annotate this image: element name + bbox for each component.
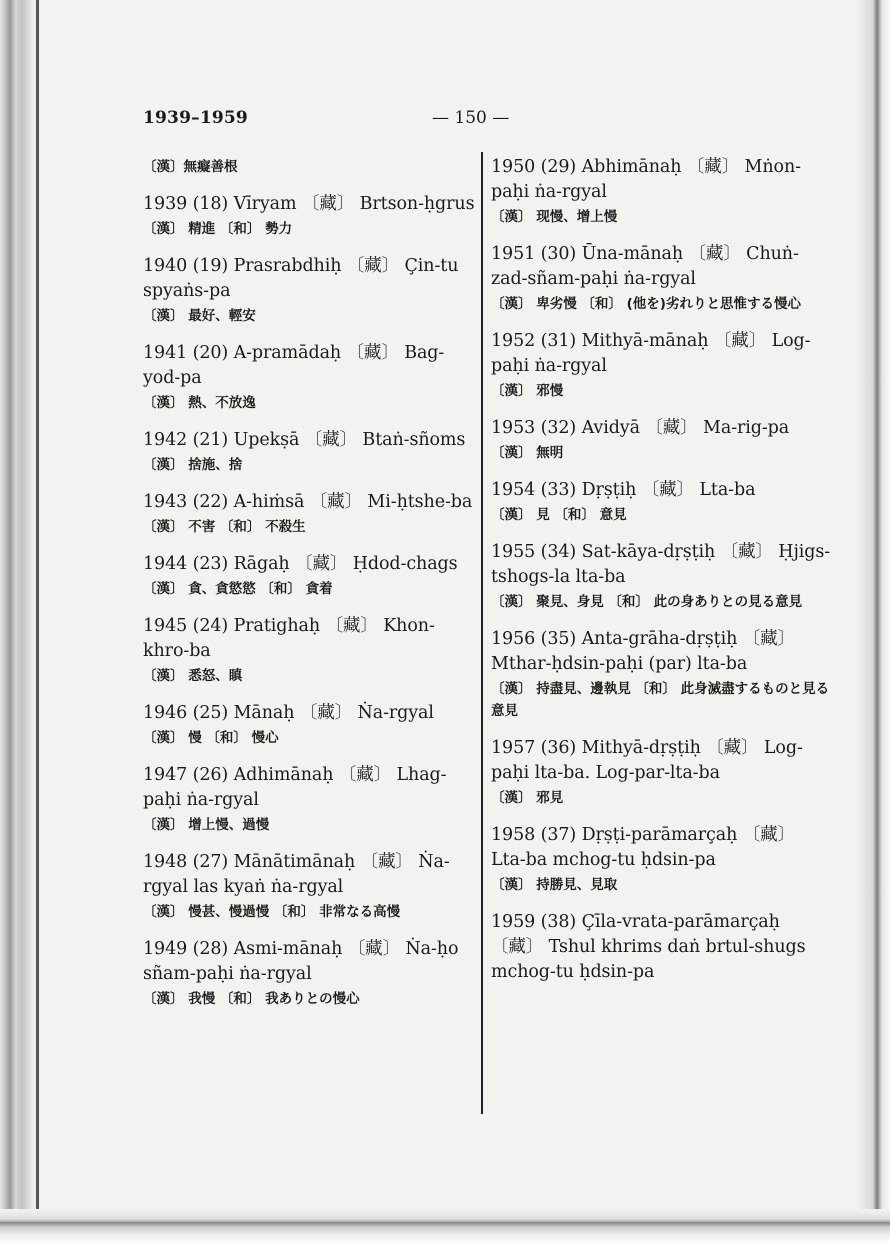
entry-1945 xyxy=(143,614,476,687)
entry-1958 xyxy=(491,823,831,896)
entry-headword: 1939 (18) Vīryam 〔藏〕 Brtson-ḥgrus xyxy=(143,194,475,214)
entry-chinese-japanese: 〔漢〕 最好、輕安 xyxy=(143,308,256,324)
right-column xyxy=(491,155,831,999)
entry-chinese-japanese: 〔漢〕 聚見、身見 〔和〕 此の身ありとの見る意見 xyxy=(491,594,803,610)
entry-chinese-japanese: 〔漢〕 邪見 xyxy=(491,790,564,806)
entry-headword: 1952 (31) Mithyā-mānaḥ 〔藏〕 Log-paḥi ṅa-rgyal xyxy=(491,331,811,376)
entry-headword: 1955 (34) Sat-kāya-dṛṣṭiḥ 〔藏〕 Ḥjigs-tshogs-la lta-ba xyxy=(491,542,831,587)
entry-1944 xyxy=(143,552,476,600)
entry-headword: 1950 (29) Abhimānaḥ 〔藏〕 Mṅon-paḥi ṅa-rgyal xyxy=(491,157,801,202)
entry-1955 xyxy=(491,540,831,613)
entry-headword: 1951 (30) Ūna-mānaḥ 〔藏〕 Chuṅ-zad-sñam-paḥi ṅa-rgyal xyxy=(491,244,799,289)
entry-1954 xyxy=(491,478,831,526)
entry-chinese-japanese: 〔漢〕 我慢 〔和〕 我ありとの慢心 xyxy=(143,991,360,1007)
entry-chinese-japanese: 〔漢〕 無明 xyxy=(491,445,564,461)
entry-1957 xyxy=(491,736,831,809)
entry-headword: 1953 (32) Avidyā 〔藏〕 Ma-rig-pa xyxy=(491,418,790,438)
entry-1940 xyxy=(143,254,476,327)
entry-headword: 1954 (33) Dṛṣṭiḥ 〔藏〕 Lta-ba xyxy=(491,480,756,500)
running-head: 1939–1959 xyxy=(143,108,248,128)
entry-headword: 1940 (19) Prasrabdhiḥ 〔藏〕 Çin-tu spyaṅs-pa xyxy=(143,256,459,301)
entry-headword: 1946 (25) Mānaḥ 〔藏〕 Ṅa-rgyal xyxy=(143,703,434,723)
entry-headword: 1944 (23) Rāgaḥ 〔藏〕 Ḥdod-chags xyxy=(143,554,458,574)
entry-1950 xyxy=(491,155,831,228)
entry-1949 xyxy=(143,937,476,1010)
entry-chinese-japanese: 〔漢〕無癡善根 xyxy=(143,159,238,175)
entry-1942 xyxy=(143,428,476,476)
entry-1948 xyxy=(143,850,476,923)
entry-headword: 1947 (26) Adhimānaḥ 〔藏〕 Lhag-paḥi ṅa-rgyal xyxy=(143,765,447,810)
entry-1951 xyxy=(491,242,831,315)
entry-headword: 1956 (35) Anta-grāha-dṛṣṭiḥ 〔藏〕 Mthar-ḥdsin-paḥi (par) lta-ba xyxy=(491,629,795,674)
entry-1946 xyxy=(143,701,476,749)
entry-headword: 1959 (38) Çīla-vrata-parāmarçaḥ 〔藏〕 Tshul khrims daṅ brtul-shugs mchog-tu ḥdsin-pa xyxy=(491,912,806,982)
entry-chinese-japanese: 〔漢〕 持盡見、邊執見 〔和〕 此身滅盡するものと見る意見 xyxy=(491,681,830,719)
entry-chinese-japanese: 〔漢〕 慢 〔和〕 慢心 xyxy=(143,730,279,746)
entry-headword: 1941 (20) A-pramādaḥ 〔藏〕 Bag-yod-pa xyxy=(143,343,445,388)
entry-chinese-japanese: 〔漢〕 見 〔和〕 意見 xyxy=(491,507,627,523)
entry-1939 xyxy=(143,192,476,240)
entry-1943 xyxy=(143,490,476,538)
entry-chinese-japanese: 〔漢〕 捨施、捨 xyxy=(143,457,243,473)
entry-1941 xyxy=(143,341,476,414)
entry-headword: 1948 (27) Mānātimānaḥ 〔藏〕 Ṅa-rgyal las kyaṅ ṅa-rgyal xyxy=(143,852,450,897)
entry-1956 xyxy=(491,627,831,722)
entry-headword: 1942 (21) Upekṣā 〔藏〕 Btaṅ-sñoms xyxy=(143,430,466,450)
entry-headword: 1957 (36) Mithyā-dṛṣṭiḥ 〔藏〕 Log-paḥi lta-ba. Log-par-lta-ba xyxy=(491,738,803,783)
left-column xyxy=(143,155,476,1024)
page-number: — 150 — xyxy=(432,108,510,128)
entry-chinese-japanese: 〔漢〕 持勝見、見取 xyxy=(491,877,618,893)
entry-headword: 1945 (24) Pratighaḥ 〔藏〕 Khon-khro-ba xyxy=(143,616,435,661)
entry-chinese-japanese: 〔漢〕 邪慢 xyxy=(491,383,564,399)
entry-chinese-japanese: 〔漢〕 慢甚、慢過慢 〔和〕 非常なる高慢 xyxy=(143,904,401,920)
entry-headword: 1943 (22) A-hiṁsā 〔藏〕 Mi-ḥtshe-ba xyxy=(143,492,473,512)
entry-chinese-japanese: 〔漢〕 精進 〔和〕 勢力 xyxy=(143,221,293,237)
column-divider xyxy=(481,152,483,1114)
entry-1953 xyxy=(491,416,831,464)
entry-chinese-japanese: 〔漢〕 不害 〔和〕 不殺生 xyxy=(143,519,306,535)
entry-chinese-japanese: 〔漢〕 增上慢、過慢 xyxy=(143,817,270,833)
entry-1947 xyxy=(143,763,476,836)
entry-1959 xyxy=(491,910,831,985)
entry-chinese-japanese: 〔漢〕 熱、不放逸 xyxy=(143,395,256,411)
entry-headword: 1958 (37) Dṛṣṭi-parāmarçaḥ 〔藏〕 Lta-ba mchog-tu ḥdsin-pa xyxy=(491,825,795,870)
entry-headword: 1949 (28) Asmi-mānaḥ 〔藏〕 Ṅa-ḥo sñam-paḥi ṅa-rgyal xyxy=(143,939,459,984)
entry-1952 xyxy=(491,329,831,402)
entry-chinese-japanese: 〔漢〕 悉怒、瞋 xyxy=(143,668,243,684)
entry-chinese-japanese: 〔漢〕 卑劣慢 〔和〕 (他を)劣れりと思惟する慢心 xyxy=(491,296,801,312)
entry-chinese-japanese: 〔漢〕 现慢、增上慢 xyxy=(491,209,618,225)
entry-chinese-japanese: 〔漢〕 貪、貪慾慾 〔和〕 貪着 xyxy=(143,581,333,597)
entry-continued xyxy=(143,156,476,178)
